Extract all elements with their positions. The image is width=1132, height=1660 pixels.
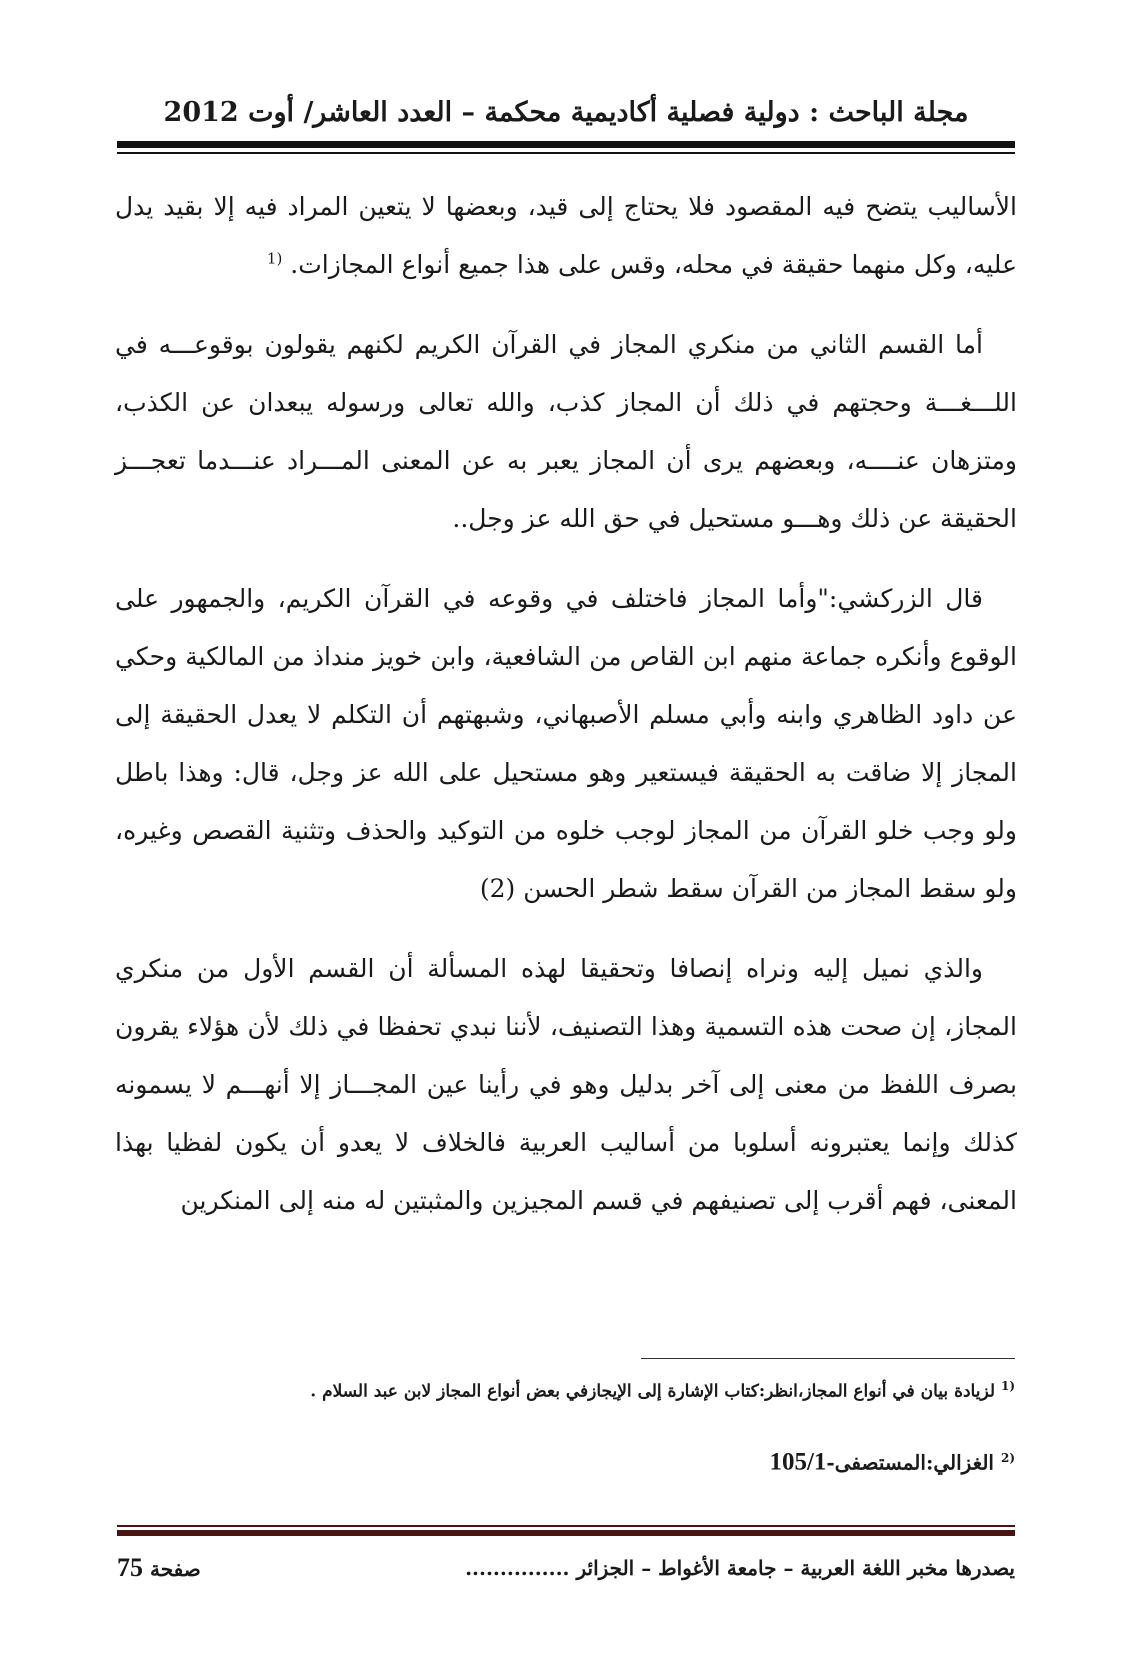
header-rule-thick bbox=[117, 141, 1015, 148]
footnote-ref-1: (1 bbox=[266, 249, 283, 268]
paragraph-1 bbox=[115, 178, 1017, 294]
footer-rule-thick bbox=[117, 1530, 1015, 1536]
paragraph-2-text: أما القسم الثاني من منكري المجاز في القرآن الكريم لكنهم يقولون بوقوعـــه في اللـــغـــة وحجتهم في ذلك أن المجاز كذب، والله تعالى ورسوله يبعدان عن الكذب، ومتزهان عنــــه، وبعضهم يرى أن المجاز يعبر به عن المعنى المـــراد عنـــدما تعجـــز الحقيقة عن ذلك وهـــو مستحيل في حق الله عز وجل.. bbox=[115, 330, 1017, 533]
footnote-1-text: لزيادة بيان في أنواع المجاز،انظر:كتاب الإشارة إلى الإيجازفي بعض أنواع المجاز لابن عبد السلام . bbox=[310, 1381, 996, 1402]
footer-page-number bbox=[117, 1548, 201, 1589]
paragraph-4-text: والذي نميل إليه ونراه إنصافا وتحقيقا لهذه المسألة أن القسم الأول من منكري المجاز، إن صحت هذه التسمية وهذا التصنيف، لأننا نبدي تحفظا في ذلك لأن هؤلاء يقرون بصرف اللفظ من معنى إلى آخر بدليل وهو في رأينا عين المجـــاز إلا أنهـــم لا يسمونه كذلك وإنما يعتبرونه أسلوبا من أساليب العربية فالخلاف لا يعدو أن يكون لفظيا بهذا المعنى، فهم أقرب إلى تصنيفهم في قسم المجيزين والمثبتين له منه إلى المنكرين bbox=[115, 954, 1017, 1215]
paragraph-3-text: قال الزركشي:"وأما المجاز فاختلف في وقوعه في القرآن الكريم، والجمهور على الوقوع وأنكره جماعة منهم ابن القاص من الشافعية، وابن خويز منداذ من المالكية وحكي عن داود الظاهري وابنه وأبي مسلم الأصبهاني، وشبهتهم أن التكلم لا يعدل الحقيقة إلى المجاز إلا ضاقت به الحقيقة فيستعير وهو مستحيل على الله عز وجل، قال: وهذا باطل ولو وجب خلو القرآن من المجاز لوجب خلوه من التوكيد والحذف وتثنية القصص وغيره، ولو سقط المجاز من القرآن سقط شطر الحسن (2) bbox=[115, 584, 1017, 903]
page-label: صفحة bbox=[149, 1557, 201, 1581]
footnote-1 bbox=[117, 1372, 1015, 1406]
paragraph-3 bbox=[115, 570, 1017, 918]
footer-publisher: يصدرها مخبر اللغة العربية – جامعة الأغواط – الجزائر ............... bbox=[465, 1556, 1015, 1580]
page-number: 75 bbox=[117, 1553, 143, 1582]
footnote-2 bbox=[117, 1444, 1015, 1477]
footnote-1-mark: (1 bbox=[1000, 1379, 1015, 1393]
paragraph-1-text: الأساليب يتضح فيه المقصود فلا يحتاج إلى قيد، وبعضها لا يتعين المراد فيه إلا بقيد يدل عليه، وكل منهما حقيقة في محله، وقس على هذا جميع أنواع المجازات. bbox=[115, 192, 1017, 279]
footnote-separator bbox=[641, 1358, 1015, 1359]
page-footer bbox=[117, 1548, 1015, 1588]
paragraph-2 bbox=[115, 316, 1017, 548]
header-rule-thin bbox=[117, 152, 1015, 154]
paragraph-4 bbox=[115, 940, 1017, 1230]
footnote-2-mark: (2 bbox=[1000, 1451, 1015, 1465]
article-body bbox=[115, 178, 1017, 1230]
footer-rule-thin bbox=[117, 1525, 1015, 1527]
footnote-2-page: 105/1 bbox=[769, 1448, 827, 1476]
footnote-2-text: الغزالي:المستصفى- bbox=[826, 1450, 994, 1475]
journal-header-title: مجلة الباحث : دولية فصلية أكاديمية محكمة – العدد العاشر/ أوت 2012 bbox=[163, 97, 969, 128]
